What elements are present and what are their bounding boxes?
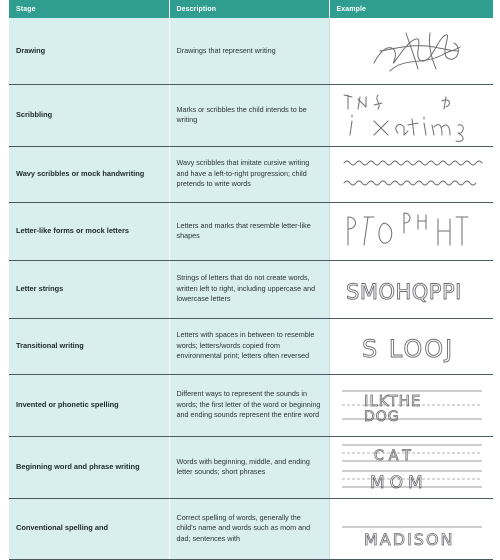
description-cell: Strings of letters that do not create words, written left to right, including uppercase and lowercase letters xyxy=(169,260,329,318)
invented-handwriting-line1: ILKTHE xyxy=(363,392,421,410)
table-row xyxy=(9,146,493,202)
stage-cell: Letter strings xyxy=(9,260,169,318)
table-row xyxy=(9,498,493,559)
stage-cell: Beginning word and phrase writing xyxy=(9,436,169,498)
header-example: Example xyxy=(329,0,493,18)
conventional-spelling-example-image xyxy=(334,501,490,557)
example-cell xyxy=(329,498,493,559)
description-cell: Correct spelling of words, generally the child's name and words such as mom and dad; sentences with xyxy=(169,498,329,559)
transitional-handwriting: S LOOJ xyxy=(361,335,454,363)
example-cell xyxy=(329,374,493,436)
letter-like-forms-example-image xyxy=(334,205,490,257)
stage-cell: Wavy scribbles or mock handwriting xyxy=(9,146,169,202)
example-cell xyxy=(329,18,493,84)
example-cell xyxy=(329,84,493,146)
table-row xyxy=(9,84,493,146)
invented-handwriting-line2: DOG xyxy=(363,409,400,425)
letter-strings-handwriting: SMOHQPPI xyxy=(345,280,462,304)
stage-cell: Scribbling xyxy=(9,84,169,146)
stage-cell: Letter-like forms or mock letters xyxy=(9,202,169,260)
description-cell: Drawings that represent writing xyxy=(169,18,329,84)
invented-spelling-example-image xyxy=(334,377,490,433)
description-cell: Wavy scribbles that imitate cursive writing and have a left-to-right progression; child pretends to write words xyxy=(169,146,329,202)
table-row xyxy=(9,318,493,374)
transitional-example-image xyxy=(334,321,490,371)
stage-cell: Conventional spelling and xyxy=(9,498,169,559)
stage-cell: Invented or phonetic spelling xyxy=(9,374,169,436)
example-cell xyxy=(329,146,493,202)
example-cell xyxy=(329,318,493,374)
description-cell: Words with beginning, middle, and ending letter sounds; short phrases xyxy=(169,436,329,498)
beginning-writing-example-image xyxy=(334,439,490,495)
header-description: Description xyxy=(169,0,329,18)
wavy-scribbles-example-image xyxy=(334,149,490,199)
description-cell: Letters with spaces in between to resemble words; letters/words copied from environmental print; letters often reversed xyxy=(169,318,329,374)
drawing-example-image xyxy=(334,21,490,81)
description-cell: Different ways to represent the sounds in words; the first letter of the word or beginning and ending sounds represent the entire word xyxy=(169,374,329,436)
example-cell xyxy=(329,436,493,498)
beginning-handwriting-line1: CAT xyxy=(373,448,416,464)
example-cell xyxy=(329,202,493,260)
table-row xyxy=(9,374,493,436)
stage-cell: Transitional writing xyxy=(9,318,169,374)
example-cell xyxy=(329,260,493,318)
letter-strings-example-image xyxy=(334,263,490,315)
table-header-row xyxy=(9,0,493,18)
table-row xyxy=(9,18,493,84)
description-cell: Marks or scribbles the child intends to be writing xyxy=(169,84,329,146)
beginning-handwriting-line2: MOM xyxy=(369,473,428,493)
header-stage: Stage xyxy=(9,0,169,18)
description-cell: Letters and marks that resemble letter-like shapes xyxy=(169,202,329,260)
conventional-handwriting: MADISON xyxy=(363,529,455,549)
table-row xyxy=(9,436,493,498)
writing-stages-table xyxy=(9,0,493,560)
scribbling-example-image xyxy=(334,87,490,143)
table-row xyxy=(9,260,493,318)
stage-cell: Drawing xyxy=(9,18,169,84)
table-row xyxy=(9,202,493,260)
